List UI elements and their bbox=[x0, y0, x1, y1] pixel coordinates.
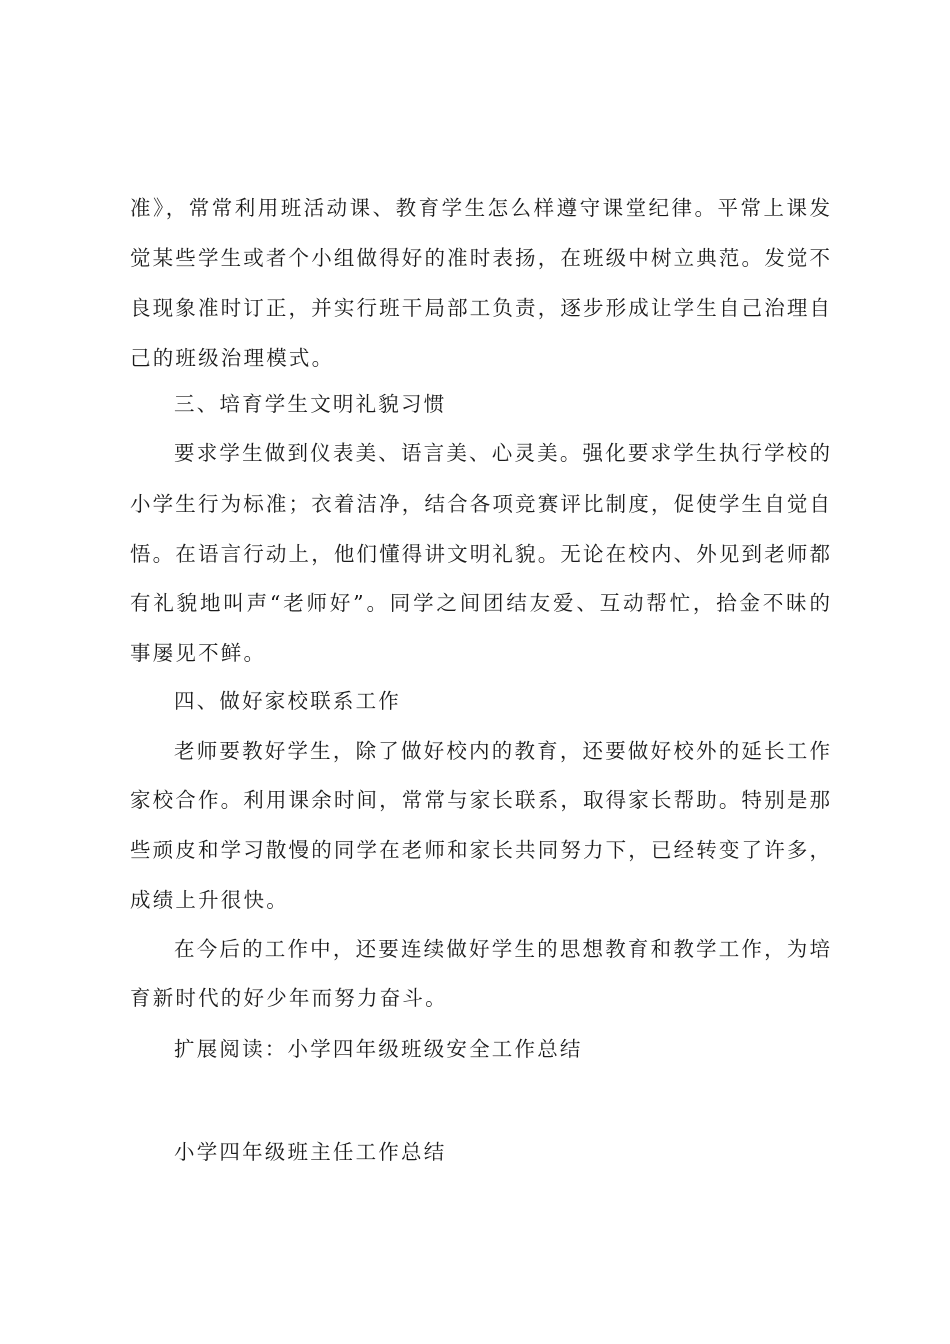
text-line: 成绩上升很快。 bbox=[130, 888, 289, 912]
text-line: 良现象准时订正，并实行班干局部工负责，逐步形成让学生自己治理自 bbox=[130, 296, 830, 320]
text-line: 小学生行为标准；衣着洁净，结合各项竞赛评比制度，促使学生自觉自 bbox=[130, 492, 830, 516]
text-line: 老师要教好学生，除了做好校内的教育，还要做好校外的延长工作 bbox=[174, 739, 830, 763]
next-article-title: 小学四年级班主任工作总结 bbox=[174, 1140, 447, 1164]
text-line: 些顽皮和学习散慢的同学在老师和家长共同努力下，已经转变了许多， bbox=[130, 838, 830, 862]
text-line: 育新时代的好少年而努力奋斗。 bbox=[130, 986, 448, 1010]
text-line: 悟。在语言行动上，他们懂得讲文明礼貌。无论在校内、外见到老师都 bbox=[130, 542, 830, 566]
text-line: 在今后的工作中，还要连续做好学生的思想教育和教学工作，为培 bbox=[174, 937, 830, 961]
text-line: 事屡见不鲜。 bbox=[130, 641, 267, 665]
extended-reading-line: 扩展阅读：小学四年级班级安全工作总结 bbox=[174, 1037, 583, 1061]
section-heading: 三、培育学生文明礼貌习惯 bbox=[174, 392, 447, 416]
text-line: 觉某些学生或者个小组做得好的准时表扬，在班级中树立典范。发觉不 bbox=[130, 246, 830, 270]
text-line: 有礼貌地叫声“老师好”。同学之间团结友爱、互动帮忙，拾金不昧的 bbox=[130, 591, 830, 615]
text-line: 家校合作。利用课余时间，常常与家长联系，取得家长帮助。特别是那 bbox=[130, 788, 830, 812]
text-line: 己的班级治理模式。 bbox=[130, 346, 335, 370]
text-line: 准》，常常利用班活动课、教育学生怎么样遵守课堂纪律。平常上课发 bbox=[130, 196, 830, 220]
section-heading: 四、做好家校联系工作 bbox=[174, 689, 401, 713]
text-line: 要求学生做到仪表美、语言美、心灵美。强化要求学生执行学校的 bbox=[174, 441, 830, 465]
